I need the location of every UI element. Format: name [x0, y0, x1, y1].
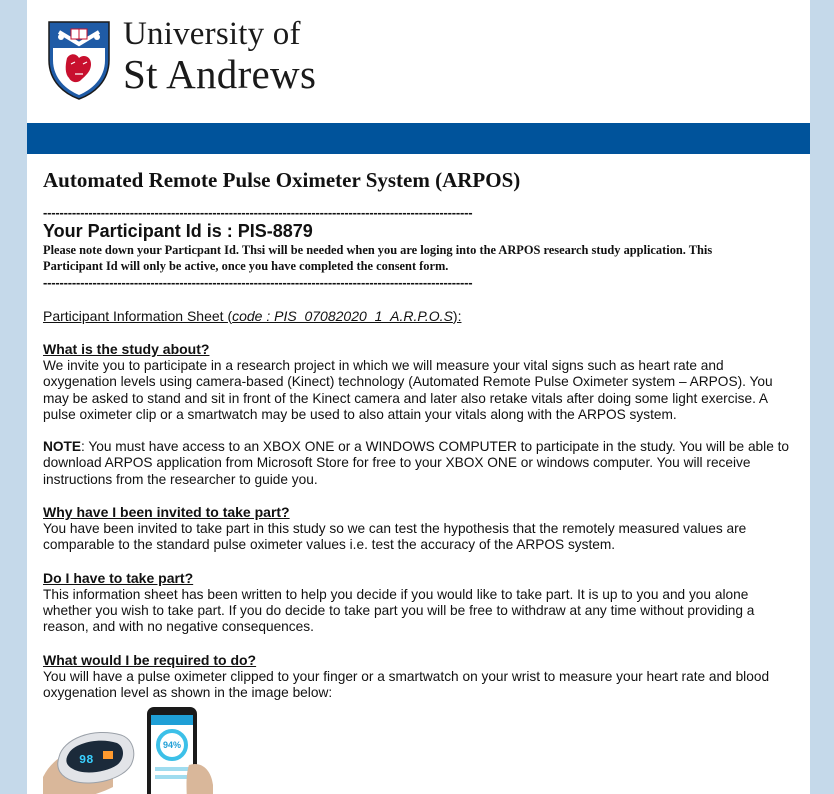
info-sheet-label: Participant Information Sheet: [43, 308, 228, 324]
section-required-to-do: [43, 652, 794, 702]
participant-id-note: Please note down your Particpant Id. Thsi will be needed when you are loging into the ARPOS research study application. This Participant Id will only be active, once you have completed the consent form.: [43, 243, 713, 273]
info-sheet-title: [43, 308, 794, 325]
section-heading: Do I have to take part?: [43, 569, 194, 586]
section-do-i-take-part: [43, 570, 794, 636]
university-crest-logo: [47, 20, 111, 100]
participant-id-line: [43, 220, 794, 242]
university-name: [123, 18, 316, 95]
section-heading: What would I be required to do?: [43, 651, 257, 668]
university-name-line1: University of: [123, 16, 301, 52]
header-blue-bar: [27, 123, 810, 154]
participant-id-value: PIS-8879: [237, 221, 313, 241]
section-text: You have been invited to take part in this study so we can test the hypothesis that the remotely measured values are comparable to the standard pulse oximeter values i.e. test the accuracy of the ARPOS system.: [43, 521, 747, 553]
section-heading: Why have I been invited to take part?: [43, 504, 290, 521]
note-text: [43, 439, 795, 488]
note-body: : You must have access to an XBOX ONE or a WINDOWS COMPUTER to participate in the study. You will be able to download ARPOS application from Microsoft Store for free to your XBOX ONE or windows computer. You will receive instructions from the researcher to guide you.: [43, 439, 790, 487]
header: [27, 0, 810, 123]
separator-bottom: --------------------------------------------------------------------------------------------------------: [43, 276, 473, 290]
info-sheet-code-open: (: [227, 308, 233, 324]
smartphone-image: [141, 705, 213, 794]
section-text: This information sheet has been written to help you decide if you would like to take part. It is up to you and you alone whether you wish to take part. If you do decide to take part you will be free to withdraw at any time without providing a reason, and with no negative consequences.: [43, 586, 755, 635]
participant-id-label: Your Participant Id is :: [43, 221, 238, 241]
page-title: Automated Remote Pulse Oximeter System (ARPOS): [43, 168, 521, 192]
phone-reading: 94%: [162, 740, 182, 751]
note-label: NOTE: [43, 439, 82, 455]
info-sheet-code: code : PIS_07082020_1_A.R.P.O.S: [232, 308, 453, 324]
main-content: [27, 166, 810, 794]
oximeter-reading: 98: [79, 753, 94, 768]
info-sheet-code-close: ):: [452, 308, 462, 324]
pulse-oximeter-image: [43, 717, 139, 794]
section-text: We invite you to participate in a research project in which we will measure your vital signs such as heart rate and oxygenation levels using camera-based (Kinect) technology (Automated Remote Pulse Oximeter system – ARPOS). You may be asked to stand and sit in front of the Kinect camera and later also retake vitals after doing some light exercise. A pulse oximeter clip or a smartwatch may be used to also attain your vitals along with the ARPOS system.: [43, 358, 773, 422]
separator-top: --------------------------------------------------------------------------------------------------------: [43, 206, 473, 220]
device-images: [43, 705, 794, 794]
section-heading: What is the study about?: [43, 341, 210, 357]
section-note: [43, 439, 794, 488]
section-why-invited: [43, 504, 794, 554]
university-name-line2: St Andrews: [123, 51, 317, 97]
section-study-about: [43, 341, 794, 423]
page: [27, 0, 810, 794]
section-text: You will have a pulse oximeter clipped to your finger or a smartwatch on your wrist to measure your heart rate and blood oxygenation level as shown in the image below:: [43, 668, 770, 700]
